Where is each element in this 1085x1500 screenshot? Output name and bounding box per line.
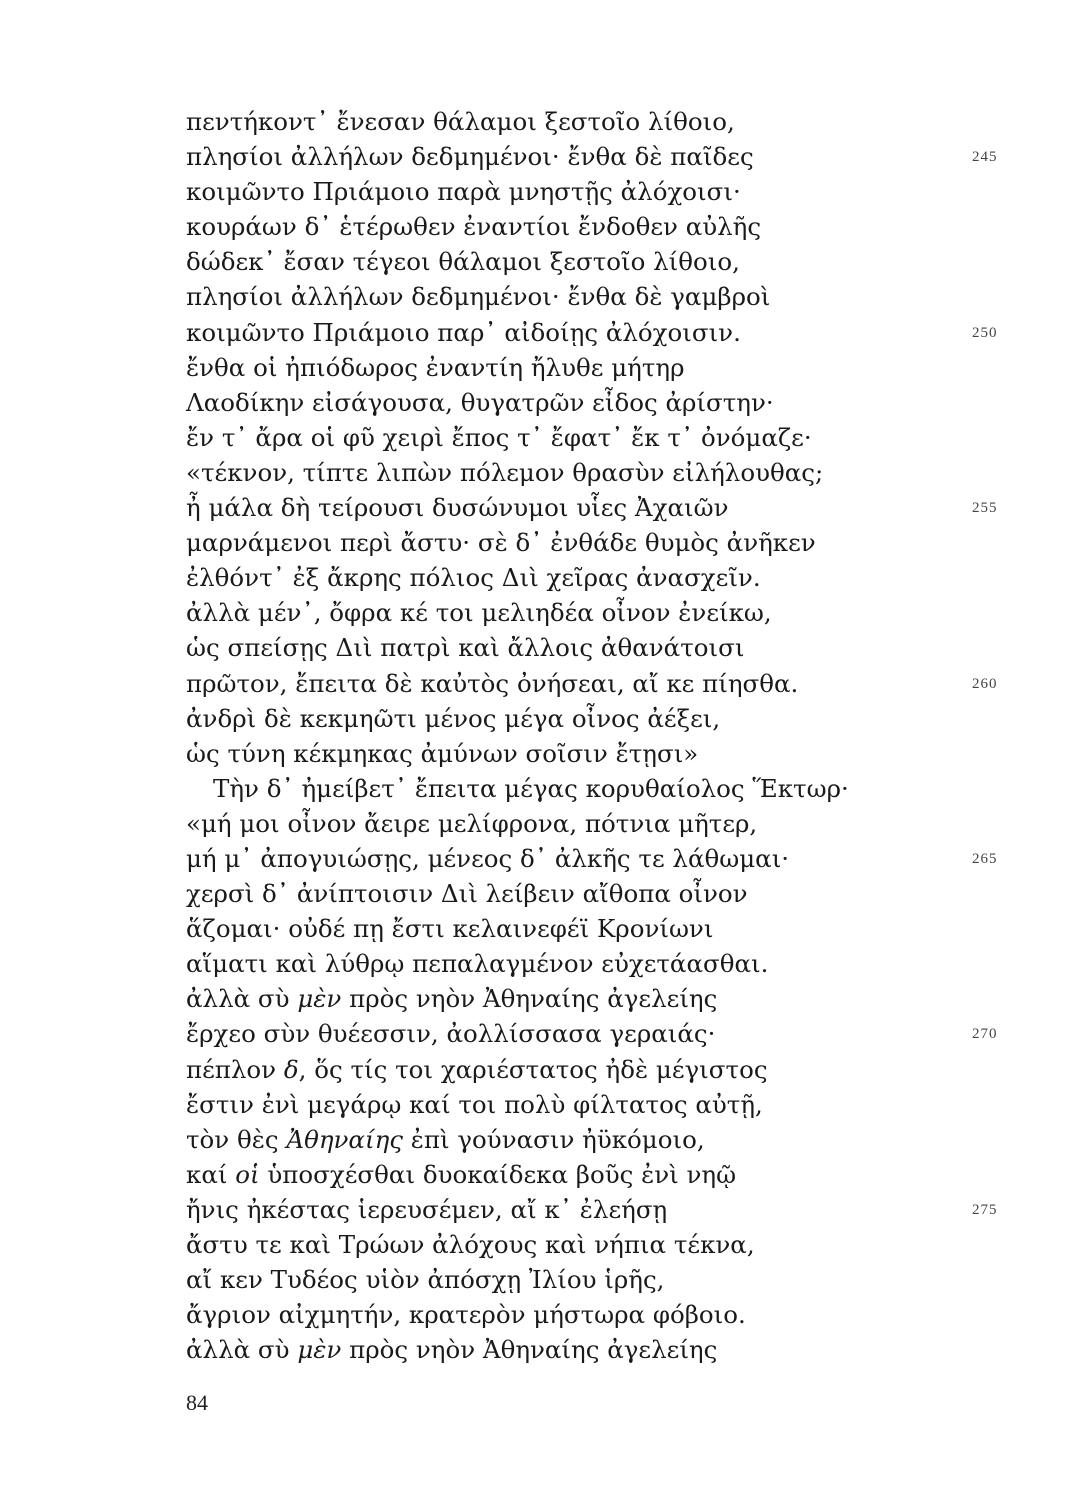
verse-line [186, 1332, 1026, 1367]
verse-text: κουράων δ᾽ ἑτέρωθεν ἐναντίοι ἔνδοθεν αὐλῆς [186, 212, 762, 242]
verse-line [186, 701, 1026, 736]
page-number: 84 [186, 1390, 208, 1415]
verse-text: κοιμῶντο Πριάμοιο παρ᾽ αἰδοίῃς ἀλόχοισιν. [186, 317, 741, 347]
verse-block [186, 104, 1026, 1367]
verse-line [186, 420, 1026, 455]
verse-line [186, 1297, 1026, 1332]
verse-line [186, 385, 1026, 420]
verse-text: ἔστιν ἐνὶ μεγάρῳ καί τοι πολὺ φίλτατος αὐτῇ, [186, 1089, 763, 1119]
line-number: 275 [972, 1201, 998, 1218]
verse-text: ἄγριον αἰχμητήν, κρατερὸν μήστωρα φόβοιο. [186, 1300, 746, 1330]
verse-text: ὡς σπείσῃς Διὶ πατρὶ καὶ ἄλλοις ἀθανάτοισι [186, 633, 745, 663]
verse-text: Τὴν δ᾽ ἠμείβετ᾽ ἔπειτα μέγας κορυθαίολος Ἕκτωρ· [213, 773, 849, 803]
line-number: 265 [972, 850, 998, 867]
verse-text: ἄστυ τε καὶ Τρώων ἀλόχους καὶ νήπια τέκνα, [186, 1230, 755, 1259]
verse-text: πεντήκοντ᾽ ἔνεσαν θάλαμοι ξεστοῖο λίθοιο, [186, 107, 735, 136]
verse-line [186, 981, 1026, 1016]
verse-line [186, 279, 1026, 314]
verse-text: ἐλθόντ᾽ ἐξ ἄκρης πόλιος Διὶ χεῖρας ἀνασχεῖν. [186, 563, 761, 593]
verse-line [186, 841, 1026, 876]
verse-line [186, 244, 1026, 279]
verse-text: ἦ μάλα δὴ τείρουσι δυσώνυμοι υἷες Ἀχαιῶν [186, 493, 729, 523]
verse-line [186, 139, 1026, 174]
verse-line [186, 630, 1026, 665]
verse-line [186, 1122, 1026, 1157]
verse-text: χερσὶ δ᾽ ἀνίπτοισιν Διὶ λείβειν αἴθοπα οἶνον [186, 879, 748, 909]
verse-line [186, 104, 1026, 139]
verse-text: ἔν τ᾽ ἄρα οἱ φῦ χειρὶ ἔπος τ᾽ ἔφατ᾽ ἔκ τ᾽ ὀνόμαζε· [186, 422, 812, 452]
line-number: 260 [972, 675, 998, 692]
verse-text: πλησίοι ἀλλήλων δεδμημένοι· ἔνθα δὲ γαμβροὶ [186, 282, 771, 312]
verse-text: κοιμῶντο Πριάμοιο παρὰ μνηστῇς ἀλόχοισι· [186, 177, 741, 207]
verse-line [186, 1087, 1026, 1122]
verse-line [186, 209, 1026, 244]
verse-text: «τέκνον, τίπτε λιπὼν πόλεμον θρασὺν εἰλήλουθας; [186, 457, 824, 487]
verse-line [186, 736, 1026, 771]
verse-text: αἴ κεν Τυδέος υἱὸν ἀπόσχῃ Ἰλίου ἱρῆς, [186, 1265, 665, 1295]
verse-text: ἀλλὰ σὺ μὲν πρὸς νηὸν Ἀθηναίης ἀγελείης [186, 1335, 718, 1365]
line-number: 270 [972, 1026, 998, 1043]
verse-text: μή μ᾽ ἀπογυιώσῃς, μένεος δ᾽ ἀλκῆς τε λάθωμαι· [186, 843, 790, 873]
verse-line [186, 1016, 1026, 1051]
verse-line [186, 1227, 1026, 1262]
verse-line [186, 771, 1026, 806]
verse-line [186, 1052, 1026, 1087]
verse-text: μαρνάμενοι περὶ ἄστυ· σὲ δ᾽ ἐνθάδε θυμὸς ἀνῆκεν [186, 528, 816, 558]
line-number: 255 [972, 500, 998, 517]
verse-line [186, 350, 1026, 385]
verse-text: ἀλλὰ μέν᾽, ὄφρα κέ τοι μελιηδέα οἶνον ἐνείκω, [186, 598, 772, 628]
verse-line [186, 595, 1026, 630]
verse-text: δώδεκ᾽ ἔσαν τέγεοι θάλαμοι ξεστοῖο λίθοιο, [186, 247, 740, 277]
verse-text: αἵματι καὶ λύθρῳ πεπαλαγμένον εὐχετάασθαι. [186, 949, 769, 979]
verse-text: ἅζομαι· οὐδέ πῃ ἔστι κελαινεφέϊ Κρονίωνι [186, 914, 714, 944]
line-number: 250 [972, 324, 998, 341]
verse-line [186, 1157, 1026, 1192]
verse-line [186, 174, 1026, 209]
line-number: 245 [972, 149, 998, 166]
verse-line [186, 876, 1026, 911]
verse-text: πλησίοι ἀλλήλων δεδμημένοι· ἔνθα δὲ παῖδες [186, 142, 754, 172]
verse-text: ἀλλὰ σὺ μὲν πρὸς νηὸν Ἀθηναίης ἀγελείης [186, 984, 718, 1014]
verse-line [186, 315, 1026, 350]
verse-line [186, 1192, 1026, 1227]
verse-line [186, 666, 1026, 701]
verse-line [186, 946, 1026, 981]
verse-line [186, 911, 1026, 946]
verse-line [186, 490, 1026, 525]
verse-line [186, 1262, 1026, 1297]
verse-line [186, 455, 1026, 490]
verse-line [186, 525, 1026, 560]
verse-line [186, 806, 1026, 841]
verse-text: «μή μοι οἶνον ἄειρε μελίφρονα, πότνια μῆτερ, [186, 808, 758, 838]
verse-text: πρῶτον, ἔπειτα δὲ καὐτὸς ὀνήσεαι, αἴ κε πίησθα. [186, 668, 799, 698]
verse-text: ἀνδρὶ δὲ κεκμηῶτι μένος μέγα οἶνος ἀέξει, [186, 703, 721, 733]
verse-text: καί οἱ ὑποσχέσθαι δυοκαίδεκα βοῦς ἐνὶ νηῷ [186, 1159, 737, 1189]
verse-line [186, 560, 1026, 595]
verse-text: ὡς τύνη κέκμηκας ἀμύνων σοῖσιν ἔτῃσι» [186, 738, 699, 768]
verse-text: τὸν θὲς Ἀθηναίης ἐπὶ γούνασιν ἠϋκόμοιο, [186, 1124, 705, 1154]
verse-text: πέπλον δ, ὅς τίς τοι χαριέστατος ἠδὲ μέγιστος [186, 1054, 768, 1084]
verse-text: ἔρχεο σὺν θυέεσσιν, ἀολλίσσασα γεραιάς· [186, 1019, 716, 1049]
verse-text: ἤνις ἠκέστας ἱερευσέμεν, αἴ κ᾽ ἐλεήσῃ [186, 1194, 668, 1224]
verse-text: ἔνθα οἱ ἠπιόδωρος ἐναντίη ἤλυθε μήτηρ [186, 352, 685, 382]
verse-text: Λαοδίκην εἰσάγουσα, θυγατρῶν εἶδος ἀρίστην· [186, 387, 774, 417]
